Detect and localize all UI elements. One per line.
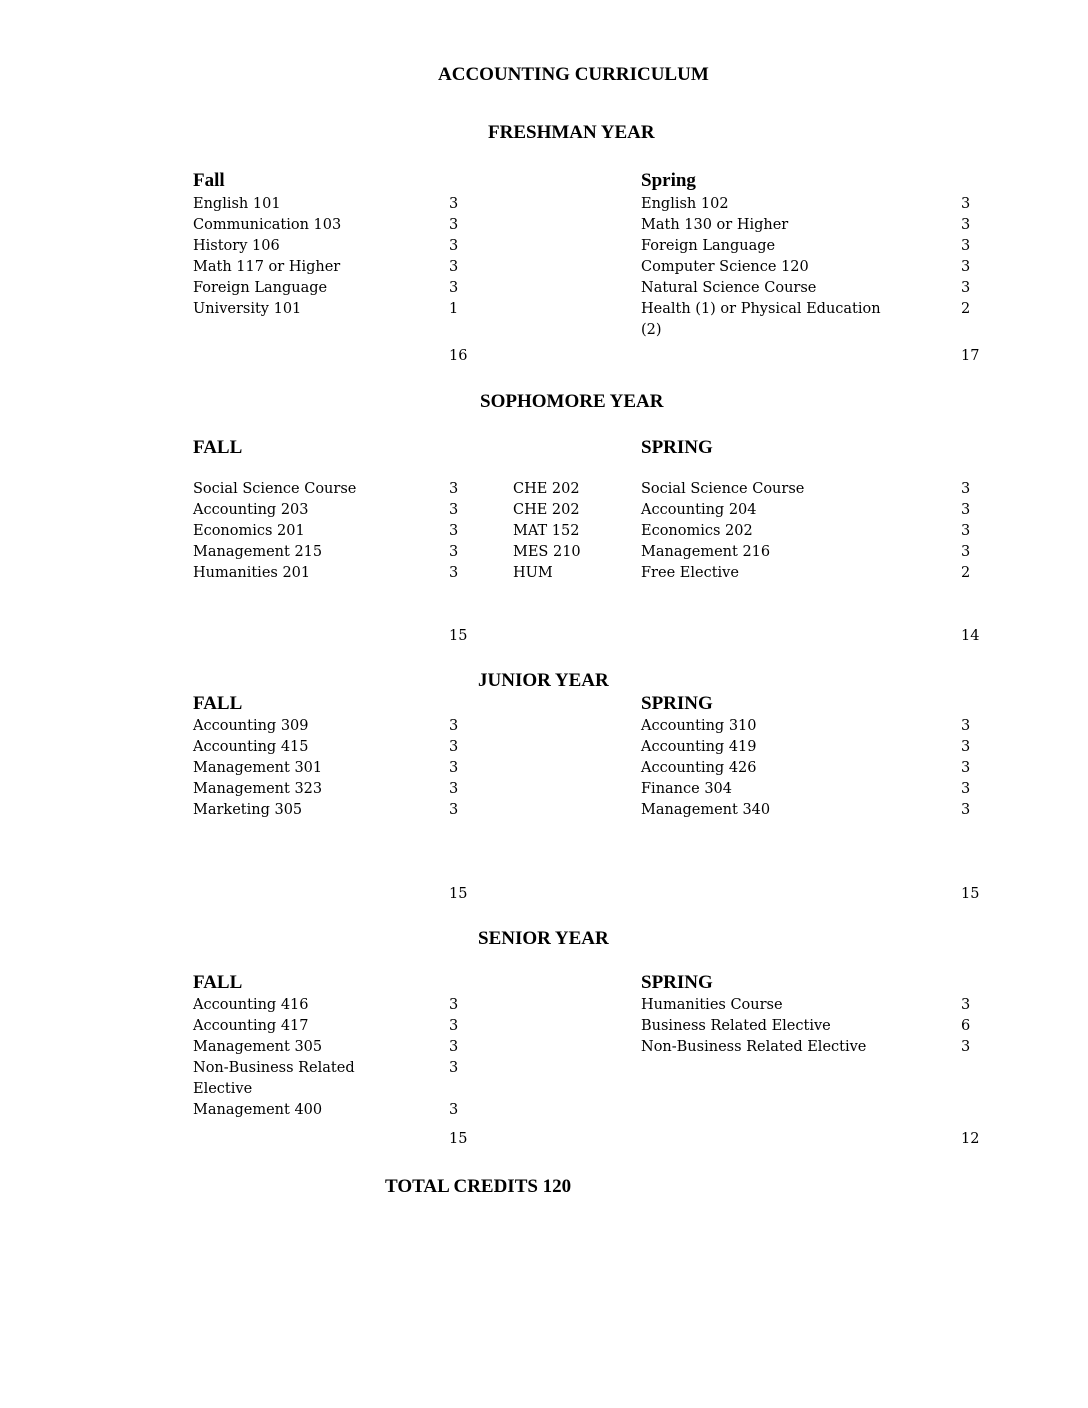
course-name: Free Elective	[641, 565, 739, 581]
course-credits: 3	[449, 718, 459, 734]
course-name: Management 400	[193, 1102, 323, 1118]
course-name: Management 323	[193, 781, 323, 797]
course-name: University 101	[193, 301, 302, 317]
course-credits: 3	[449, 259, 459, 275]
course-name: Accounting 204	[641, 502, 757, 518]
year-heading-senior: SENIOR YEAR	[478, 928, 609, 949]
course-credits: 3	[449, 802, 459, 818]
course-name: Management 305	[193, 1039, 323, 1055]
course-code: HUM	[513, 565, 553, 581]
document-title: ACCOUNTING CURRICULUM	[438, 64, 709, 85]
course-name: Math 130 or Higher	[641, 217, 789, 233]
term-label-spring: SPRING	[641, 972, 713, 993]
course-name: History 106	[193, 238, 280, 254]
course-credits: 3	[449, 781, 459, 797]
course-credits: 3	[961, 502, 971, 518]
term-total-credits: 15	[449, 1131, 468, 1147]
course-code: CHE 202	[513, 481, 580, 497]
course-credits: 3	[449, 565, 459, 581]
course-credits: 3	[961, 544, 971, 560]
term-total-credits: 14	[961, 628, 980, 644]
course-credits: 3	[449, 1102, 459, 1118]
course-name: Finance 304	[641, 781, 733, 797]
course-name: Social Science Course	[193, 481, 357, 497]
course-credits: 2	[961, 301, 971, 317]
course-credits: 3	[961, 523, 971, 539]
term-total-credits: 15	[449, 886, 468, 902]
course-credits: 3	[961, 238, 971, 254]
course-credits: 3	[961, 760, 971, 776]
course-code: MES 210	[513, 544, 581, 560]
course-credits: 3	[449, 997, 459, 1013]
term-label-fall: FALL	[193, 437, 243, 458]
course-name: Accounting 310	[641, 718, 757, 734]
course-name: Non-Business Related Elective	[641, 1039, 867, 1055]
course-name: Accounting 416	[193, 997, 309, 1013]
course-credits: 3	[961, 481, 971, 497]
course-name: Math 117 or Higher	[193, 259, 341, 275]
course-name: Foreign Language	[641, 238, 776, 254]
course-name: Management 301	[193, 760, 323, 776]
year-heading-sophomore: SOPHOMORE YEAR	[480, 391, 664, 412]
course-name: Marketing 305	[193, 802, 303, 818]
term-label-spring: Spring	[641, 170, 696, 191]
term-total-credits: 12	[961, 1131, 980, 1147]
course-name: Computer Science 120	[641, 259, 809, 275]
course-credits: 3	[449, 1018, 459, 1034]
course-credits: 1	[449, 301, 459, 317]
course-credits: 3	[449, 1060, 459, 1076]
term-label-spring: SPRING	[641, 437, 713, 458]
course-name: Communication 103	[193, 217, 342, 233]
course-name: Accounting 203	[193, 502, 309, 518]
course-name: Management 216	[641, 544, 771, 560]
course-credits: 3	[449, 481, 459, 497]
course-name: Management 215	[193, 544, 323, 560]
course-credits: 3	[449, 196, 459, 212]
course-credits: 3	[449, 523, 459, 539]
term-total-credits: 16	[449, 348, 468, 364]
course-credits: 6	[961, 1018, 971, 1034]
course-name: Humanities Course	[641, 997, 783, 1013]
course-credits: 3	[961, 802, 971, 818]
course-name: Social Science Course	[641, 481, 805, 497]
course-credits: 3	[449, 739, 459, 755]
course-name: Management 340	[641, 802, 771, 818]
term-total-credits: 15	[449, 628, 468, 644]
course-credits: 3	[449, 280, 459, 296]
course-name: Accounting 309	[193, 718, 309, 734]
term-total-credits: 17	[961, 348, 980, 364]
total-credits: TOTAL CREDITS 120	[385, 1176, 572, 1197]
course-credits: 3	[961, 718, 971, 734]
course-name: Health (1) or Physical Education (2)	[641, 301, 881, 338]
year-heading-freshman: FRESHMAN YEAR	[488, 122, 655, 143]
course-credits: 2	[961, 565, 971, 581]
course-name: English 101	[193, 196, 281, 212]
course-name: Economics 202	[641, 523, 753, 539]
course-name: Non-Business Related Elective	[193, 1060, 355, 1097]
course-name: Accounting 417	[193, 1018, 309, 1034]
course-name: Accounting 419	[641, 739, 757, 755]
course-name: Economics 201	[193, 523, 305, 539]
term-label-fall: FALL	[193, 693, 243, 714]
course-name: Foreign Language	[193, 280, 328, 296]
course-credits: 3	[961, 781, 971, 797]
course-name: Humanities 201	[193, 565, 311, 581]
course-credits: 3	[961, 196, 971, 212]
course-credits: 3	[449, 217, 459, 233]
course-credits: 3	[449, 760, 459, 776]
course-code: CHE 202	[513, 502, 580, 518]
course-credits: 3	[449, 238, 459, 254]
course-credits: 3	[961, 259, 971, 275]
term-label-fall: Fall	[193, 170, 225, 191]
course-name: Accounting 415	[193, 739, 309, 755]
course-credits: 3	[961, 1039, 971, 1055]
course-credits: 3	[449, 502, 459, 518]
course-code: MAT 152	[513, 523, 580, 539]
term-label-fall: FALL	[193, 972, 243, 993]
course-credits: 3	[449, 544, 459, 560]
course-credits: 3	[961, 997, 971, 1013]
course-credits: 3	[961, 739, 971, 755]
course-name: Natural Science Course	[641, 280, 817, 296]
course-name: Business Related Elective	[641, 1018, 831, 1034]
course-credits: 3	[961, 280, 971, 296]
term-label-spring: SPRING	[641, 693, 713, 714]
course-name: Accounting 426	[641, 760, 757, 776]
course-credits: 3	[961, 217, 971, 233]
term-total-credits: 15	[961, 886, 980, 902]
course-name: English 102	[641, 196, 729, 212]
course-credits: 3	[449, 1039, 459, 1055]
year-heading-junior: JUNIOR YEAR	[478, 670, 609, 691]
